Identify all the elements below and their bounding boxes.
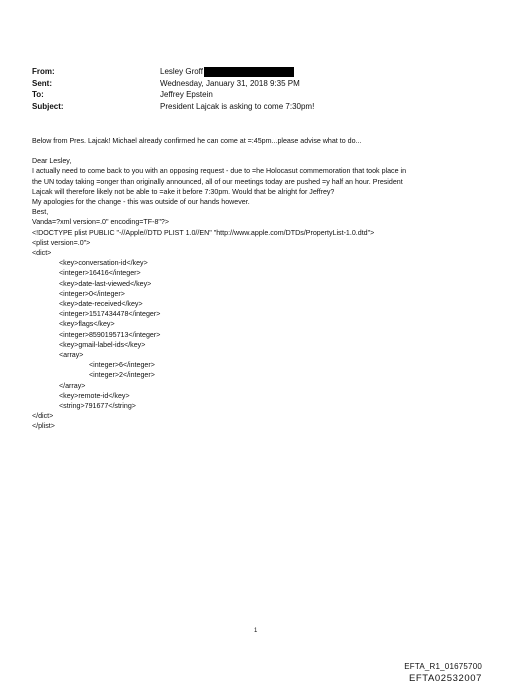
array-item: <integer>2</integer> — [89, 371, 155, 380]
dict-open: <dict> — [32, 249, 52, 258]
page-number: 1 — [254, 628, 258, 634]
dict-item: <key>remote-id</key> — [59, 391, 130, 400]
doctype-line: <!DOCTYPE plist PUBLIC "-//Apple//DTD PLIST 1.0//EN" "http://www.apple.com/DTDs/PropertyList-1.0.dtd"> — [32, 228, 375, 237]
redaction-bar — [204, 67, 294, 77]
dict-item: <key>conversation-id</key> — [59, 259, 148, 268]
sign-best: Best, — [32, 208, 49, 217]
para-line: the UN today taking =onger than originally announced, all of our meetings today are pushed =y half an hour. President — [32, 177, 403, 186]
sent-value: Wednesday, January 31, 2018 9:35 PM — [160, 78, 300, 88]
dict-close: </dict> — [32, 412, 54, 421]
para-line: My apologies for the change - this was outside of our hands however. — [32, 198, 250, 207]
sent-label: Sent: — [32, 78, 52, 88]
xml-declaration: Vanda=?xml version=.0" encoding=TF-8"?> — [32, 218, 170, 227]
dict-item: <key>gmail-label-ids</key> — [59, 340, 146, 349]
dict-item: <integer>16416</integer> — [59, 269, 141, 278]
dict-item: <key>date-received</key> — [59, 300, 143, 309]
dict-item: <integer>1517434478</integer> — [59, 310, 161, 319]
dict-item: <key>date-last-viewed</key> — [59, 279, 152, 288]
from-label: From: — [32, 67, 55, 76]
to-value: Jeffrey Epstein — [160, 90, 213, 99]
bates-number-small: EFTA_R1_01675700 — [404, 662, 482, 671]
dict-item: </array> — [59, 381, 86, 390]
plist-close: </plist> — [32, 422, 55, 431]
array-item: <integer>6</integer> — [89, 361, 155, 370]
sent-row — [32, 78, 314, 90]
intro-line: Below from Pres. Lajcak! Michael already confirmed he can come at =:45pm...please advise what to do... — [32, 137, 362, 145]
email-header — [32, 66, 314, 112]
para-line: Lajcak will therefore likely not be able to =ake it before 7:30pm. Would that be alright for Jeffrey? — [32, 187, 335, 196]
plist-open: <plist version=.0"> — [32, 238, 91, 247]
to-label: To: — [32, 90, 44, 99]
para-line: I actually need to come back to you with an opposing request - due to =he Holocasut commemoration that took place in — [32, 167, 407, 176]
dict-item: <key>flags</key> — [59, 320, 115, 329]
dict-item: <integer>8590195713</integer> — [59, 330, 161, 339]
greeting: Dear Lesley, — [32, 157, 72, 166]
subject-row — [32, 101, 314, 113]
from-value: Lesley Groff — [160, 67, 203, 76]
from-row — [32, 66, 314, 78]
email-body — [32, 136, 492, 432]
bates-number-large: EFTA02532007 — [408, 673, 482, 684]
dict-item: <array> — [59, 351, 84, 360]
dict-item: <string>791677</string> — [59, 402, 136, 411]
dict-item: <integer>0</integer> — [59, 289, 125, 298]
to-row — [32, 89, 314, 101]
subject-value: President Lajcak is asking to come 7:30pm! — [160, 101, 315, 111]
subject-label: Subject: — [32, 101, 64, 111]
